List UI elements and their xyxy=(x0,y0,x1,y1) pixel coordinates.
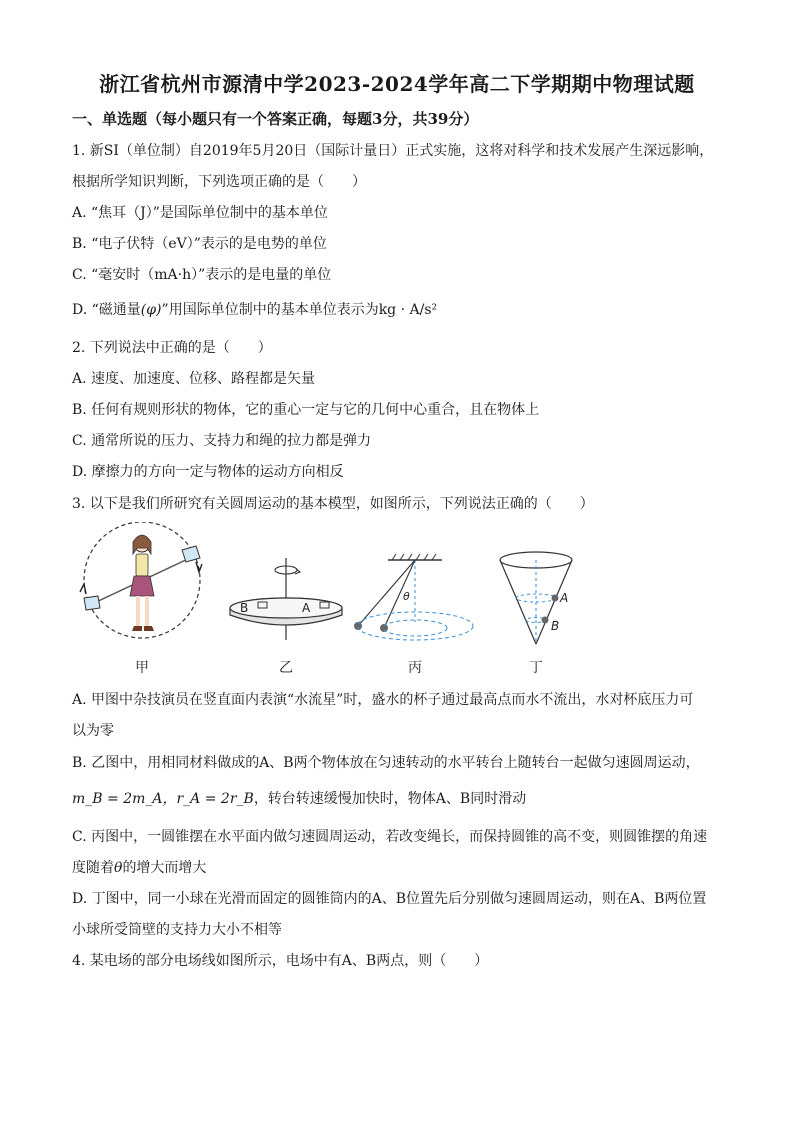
figure-caption-jia: 甲 xyxy=(135,660,149,676)
q1-option-d-phi: (φ) xyxy=(140,302,162,318)
q3-option-c-line2-prefix: 度随着 xyxy=(72,860,114,876)
q3-stem: 3. 以下是我们所研究有关圆周运动的基本模型，如图所示，下列说法正确的（ ） xyxy=(72,496,594,512)
figure-ding xyxy=(500,552,572,644)
q3-option-b-line2 xyxy=(72,789,526,809)
figure-jia xyxy=(80,522,202,638)
figure-caption-bing: 丙 xyxy=(408,660,422,676)
q3-option-c-line2-suffix: 的增大而增大 xyxy=(122,860,207,876)
q1-option-d xyxy=(72,300,437,320)
q1-option-c: C. “毫安时（mA·h）”表示的是电量的单位 xyxy=(72,267,332,283)
turntable-label-b: B xyxy=(240,601,249,615)
q3-option-a-line1: A. 甲图中杂技演员在竖直面内表演“水流星”时，盛水的杯子通过最高点而水不流出，水对杯底压力可 xyxy=(72,692,694,708)
q2-option-a: A. 速度、加速度、位移、路程都是矢量 xyxy=(72,371,316,387)
pendulum-theta-label: θ xyxy=(403,590,410,603)
turntable-label-a: A xyxy=(302,601,311,615)
q4-stem: 4. 某电场的部分电场线如图所示，电场中有A、B两点，则（ ） xyxy=(72,953,489,969)
q3-option-a-line2: 以为零 xyxy=(72,723,114,739)
q3-option-b-line2-suffix: ，转台转速缓慢加快时，物体A、B同时滑动 xyxy=(253,791,527,807)
q1-option-d-suffix: ”用国际单位制中的基本单位表示为 xyxy=(161,302,379,318)
q3-option-c-theta: θ xyxy=(114,860,123,876)
q2-option-b: B. 任何有规则形状的物体，它的重心一定与它的几何中心重合，且在物体上 xyxy=(72,402,540,418)
q2-option-c: C. 通常所说的压力、支持力和绳的拉力都是弹力 xyxy=(72,433,372,449)
q3-option-d-line2: 小球所受筒壁的支持力大小不相等 xyxy=(72,922,282,938)
q3-option-d-line1: D. 丁图中，同一小球在光滑而固定的圆锥筒内的A、B位置先后分别做匀速圆周运动，则在A、B两位置 xyxy=(72,891,707,907)
q1-stem-line1: 1. 新SI（单位制）自2019年5月20日（国际计量日）正式实施，这将对科学和技术发展产生深远影响， xyxy=(72,143,714,159)
cone-point-b-label: B xyxy=(551,619,560,633)
figure-yi xyxy=(230,558,342,640)
q1-option-a: A. “焦耳（J）”是国际单位制中的基本单位 xyxy=(72,205,328,221)
q2-option-d: D. 摩擦力的方向一定与物体的运动方向相反 xyxy=(72,464,344,480)
q1-option-d-unit: kg · A/s² xyxy=(378,302,438,318)
q1-stem-line2: 根据所学知识判断，下列选项正确的是（ ） xyxy=(72,174,366,190)
page-title: 浙江省杭州市源清中学2023-2024学年高二下学期期中物理试题 xyxy=(99,72,695,96)
q3-option-b-formula: m_B = 2m_A，r_A = 2r_B xyxy=(72,791,254,807)
section-heading: 一、单选题（每小题只有一个答案正确，每题3分，共39分） xyxy=(72,110,479,128)
q2-stem: 2. 下列说法中正确的是（ ） xyxy=(72,340,272,356)
q1-option-b: B. “电子伏特（eV）”表示的是电势的单位 xyxy=(72,236,327,252)
q3-option-b-line1: B. 乙图中，用相同材料做成的A、B两个物体放在匀速转动的水平转台上随转台一起做匀速圆周运动， xyxy=(72,755,700,771)
q3-option-c-line1: C. 丙图中，一圆锥摆在水平面内做匀速圆周运动，若改变绳长，而保持圆锥的高不变，则圆锥摆的角速 xyxy=(72,829,708,845)
q1-option-d-prefix: D. “磁通量 xyxy=(72,302,141,318)
figure-bing xyxy=(354,554,473,640)
cone-point-a-label: A xyxy=(560,591,569,605)
figure-caption-ding: 丁 xyxy=(529,660,543,676)
figure-caption-yi: 乙 xyxy=(279,660,293,676)
q3-figure xyxy=(70,522,730,682)
q3-option-c-line2 xyxy=(72,858,206,878)
